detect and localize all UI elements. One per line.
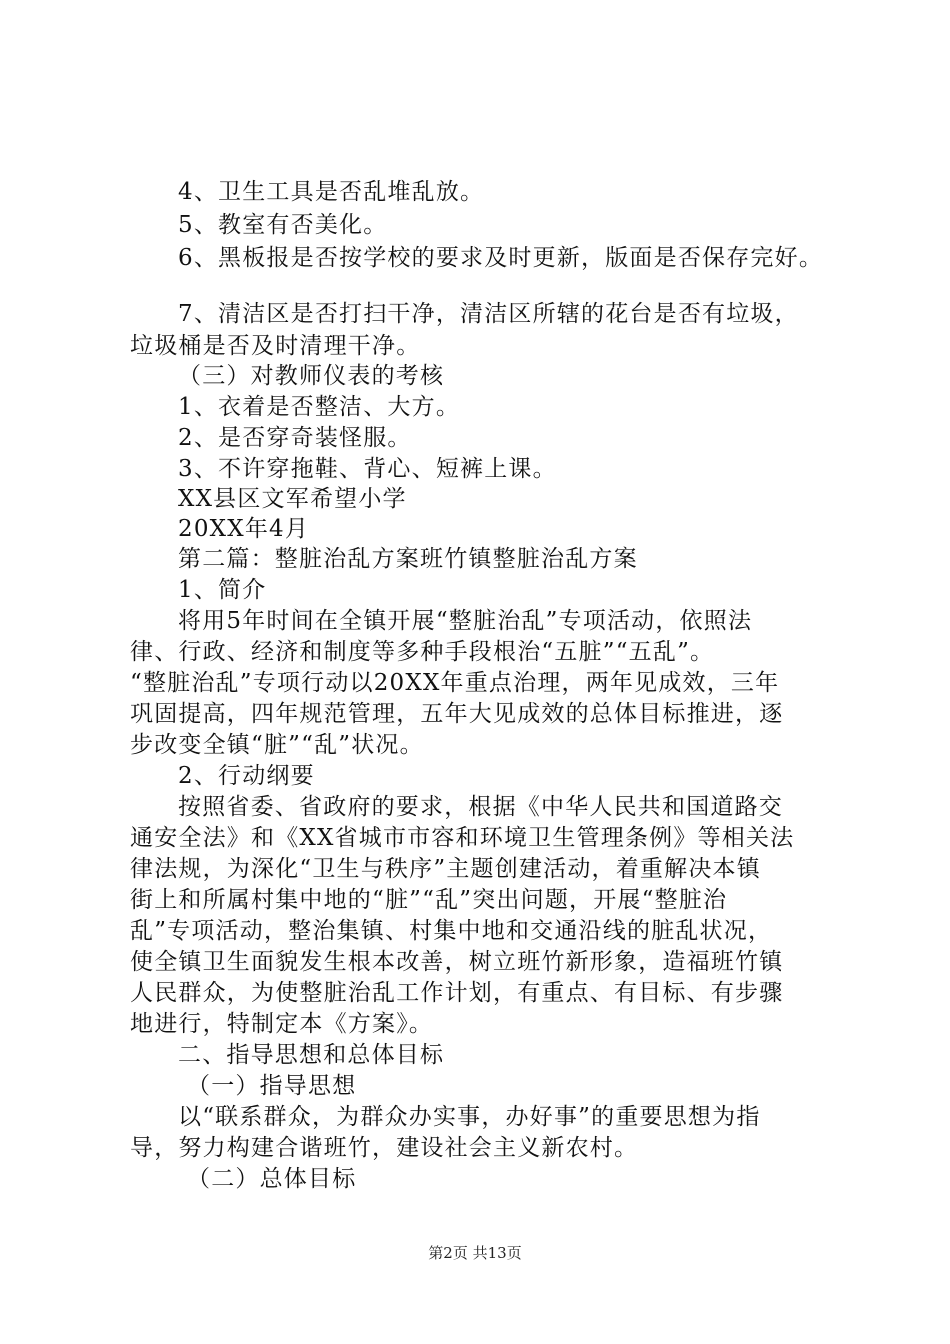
text-line: “整脏治乱”专项行动以20XX年重点治理，两年见成效，三年 (130, 670, 780, 696)
text-line: 步改变全镇“脏”“乱”状况。 (130, 732, 424, 758)
text-line: 2、是否穿奇装怪服。 (178, 425, 412, 451)
text-line: 4、卫生工具是否乱堆乱放。 (178, 179, 485, 205)
text-line: 人民群众，为使整脏治乱工作计划，有重点、有目标、有步骤 (130, 980, 784, 1006)
text-line: 律、行政、经济和制度等多种手段根治“五脏”“五乱”。 (130, 639, 715, 665)
signature-date: 20XX年4月 (178, 516, 310, 542)
section-heading: （三）对教师仪表的考核 (178, 363, 445, 389)
page-number-footer: 第2页 共13页 (428, 1244, 522, 1262)
text-line: 导，努力构建合谐班竹，建设社会主义新农村。 (130, 1135, 639, 1161)
subsection-heading: （一）指导思想 (187, 1073, 357, 1099)
text-line: 垃圾桶是否及时清理干净。 (130, 333, 421, 359)
text-line: 乱”专项活动，整治集镇、村集中地和交通沿线的脏乱状况， (130, 918, 773, 944)
subsection-heading: （二）总体目标 (187, 1166, 357, 1192)
text-line: 将用5年时间在全镇开展“整脏治乱”专项活动，依照法 (178, 608, 753, 634)
section-heading: 二、指导思想和总体目标 (178, 1042, 445, 1068)
text-line: 1、衣着是否整洁、大方。 (178, 394, 461, 420)
text-line: 使全镇卫生面貌发生根本改善，树立班竹新形象，造福班竹镇 (130, 949, 784, 975)
signature-org: XX县区文军希望小学 (178, 486, 407, 512)
text-line: 以“联系群众，为群众办实事，办好事”的重要思想为指 (178, 1104, 761, 1130)
text-line: 3、不许穿拖鞋、背心、短裤上课。 (178, 456, 557, 482)
text-line: 律法规，为深化“卫生与秩序”主题创建活动，着重解决本镇 (130, 856, 761, 882)
text-line: 5、教室有否美化。 (178, 212, 388, 238)
text-line: 街上和所属村集中地的“脏”“乱”突出问题，开展“整脏治 (130, 887, 728, 913)
section-heading: 2、行动纲要 (178, 763, 315, 789)
text-line: 通安全法》和《XX省城市市容和环境卫生管理条例》等相关法 (130, 825, 795, 851)
chapter-heading: 第二篇：整脏治乱方案班竹镇整脏治乱方案 (178, 546, 638, 572)
text-line: 巩固提高，四年规范管理，五年大见成效的总体目标推进，逐 (130, 701, 784, 727)
text-line: 地进行，特制定本《方案》。 (130, 1011, 434, 1037)
text-line: 按照省委、省政府的要求，根据《中华人民共和国道路交 (178, 794, 783, 820)
section-heading: 1、简介 (178, 577, 267, 603)
text-line: 6、黑板报是否按学校的要求及时更新，版面是否保存完好。 (178, 245, 824, 271)
text-line: 7、清洁区是否打扫干净，清洁区所辖的花台是否有垃圾， (178, 301, 799, 327)
